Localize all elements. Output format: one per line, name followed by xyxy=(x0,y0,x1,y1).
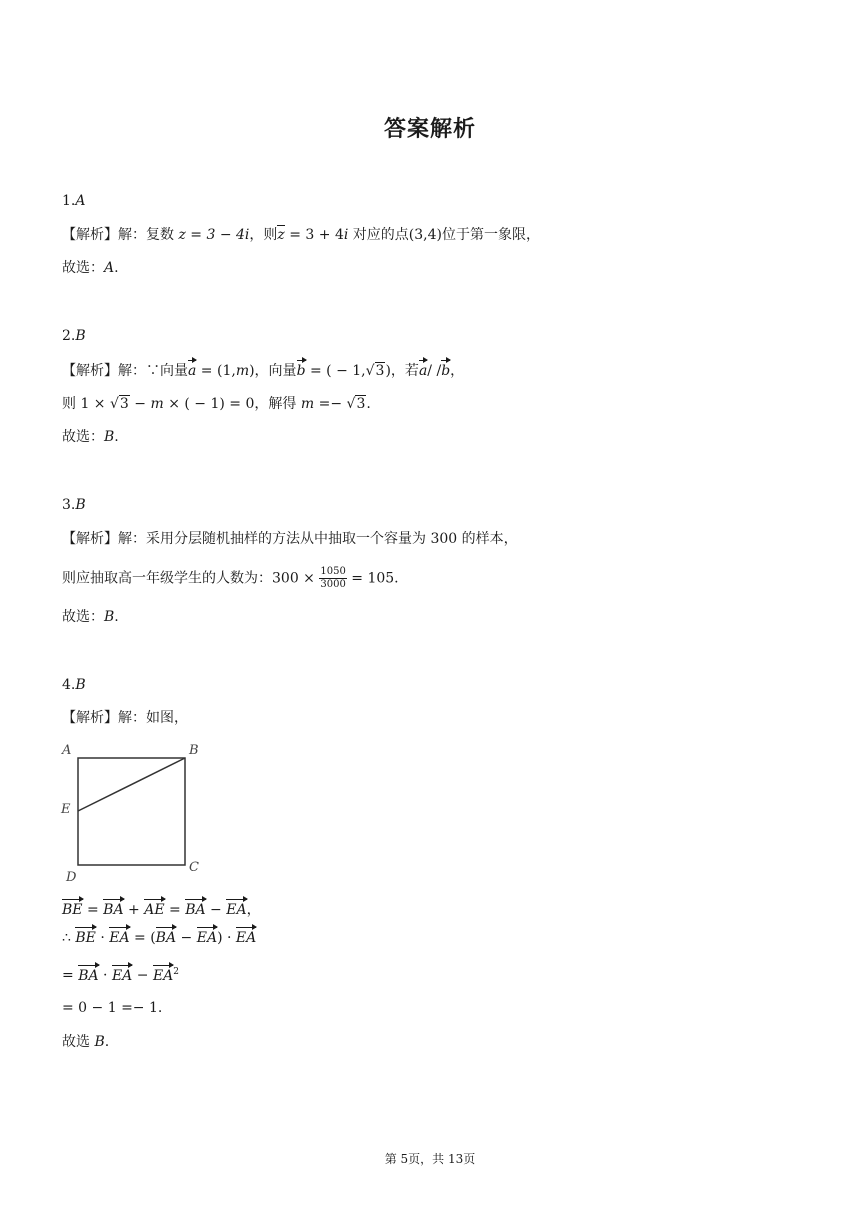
fraction-numerator: 1050 xyxy=(320,566,346,577)
q1-i: i xyxy=(343,227,349,243)
square-figure xyxy=(58,740,208,886)
q4-eq2 xyxy=(62,928,256,948)
q4-header xyxy=(62,675,86,695)
vector-ba: BA xyxy=(185,902,206,918)
sqrt-expr: √3 xyxy=(346,396,366,412)
q2-m: m xyxy=(300,396,315,412)
q4-text: = xyxy=(82,902,104,918)
sqrt-expr: √3 xyxy=(110,396,129,412)
q3-choice-prefix: 故选： xyxy=(62,609,104,625)
q4-text: − xyxy=(205,902,227,918)
segment-be xyxy=(78,758,185,811)
q2-text: )，向量 xyxy=(249,363,297,379)
q2-text: − xyxy=(129,396,151,412)
q1-choice-prefix: 故选： xyxy=(62,260,104,276)
q2-choice-suffix: . xyxy=(114,429,119,445)
vector-ea: EA xyxy=(196,930,218,946)
fraction xyxy=(319,566,346,591)
q3-solution-line1 xyxy=(62,529,518,549)
q4-eq4: = 0 − 1 =− 1. xyxy=(62,1000,163,1016)
q1-i: i xyxy=(244,227,250,243)
vector-a: a xyxy=(188,363,197,379)
q4-text: = xyxy=(164,902,186,918)
q2-label: 【解析】解： xyxy=(62,363,146,379)
q2-text: ∵向量 xyxy=(146,363,188,379)
q2-text: = ( − 1, xyxy=(305,363,366,379)
q2-text: ， xyxy=(450,363,465,379)
q4-text: · xyxy=(95,930,110,946)
sqrt-expr: √3 xyxy=(365,363,385,379)
q1-zbar-eq: = 3 + 4 xyxy=(284,227,344,243)
q4-text: 如图， xyxy=(146,710,188,726)
vector-ba: BA xyxy=(155,930,177,946)
vector-ea: EA xyxy=(235,930,257,946)
square-abcd xyxy=(78,758,185,865)
therefore-symbol: ∴ xyxy=(62,930,76,946)
q4-text: + xyxy=(123,902,145,918)
q1-z-eq: z = 3 − 4 xyxy=(178,227,245,243)
sqrt-radicand: 3 xyxy=(375,363,385,379)
vector-ea: EA xyxy=(226,902,247,918)
sqrt-radicand: 3 xyxy=(356,396,366,412)
q3-choice-letter: B xyxy=(104,609,115,625)
q4-label: 【解析】解： xyxy=(62,710,146,726)
q2-text: 则 1 × xyxy=(62,396,110,412)
q2-m: m xyxy=(150,396,164,412)
q2-solution-line1 xyxy=(62,361,464,381)
q3-answer: B xyxy=(75,497,86,513)
q1-text: 对应的点(3,4)位于第一象限， xyxy=(348,227,540,243)
vector-be: BE xyxy=(62,902,83,918)
label-d: D xyxy=(66,870,77,885)
q2-choice-letter: B xyxy=(104,429,115,445)
vector-ba: BA xyxy=(78,967,99,984)
q1-text: 复数 xyxy=(146,227,179,243)
q2-text: =− xyxy=(314,396,347,412)
label-b: B xyxy=(189,743,199,758)
q2-m: m xyxy=(235,363,250,379)
q3-header xyxy=(62,495,86,515)
q2-solution-line2 xyxy=(62,394,371,414)
label-c: C xyxy=(189,860,199,875)
q1-choice-suffix: . xyxy=(114,260,119,276)
q1-zbar: z xyxy=(277,227,285,243)
q4-eq1 xyxy=(62,900,261,920)
vector-ea: EA xyxy=(109,930,130,946)
q4-text: · xyxy=(98,967,112,984)
q4-text: = ( xyxy=(129,930,156,946)
q1-header xyxy=(62,191,85,211)
vector-be: BE xyxy=(75,930,96,946)
q4-number: 4. xyxy=(62,677,76,693)
parallel-symbol: / / xyxy=(427,363,442,379)
q4-answer: B xyxy=(75,677,86,693)
q4-text: = xyxy=(62,967,79,984)
label-a: A xyxy=(62,743,72,758)
label-e: E xyxy=(61,802,71,817)
vector-ea: EA xyxy=(152,967,174,984)
vector-ba: BA xyxy=(103,902,124,918)
fraction-denominator: 3000 xyxy=(320,579,346,590)
page-title: 答案解析 xyxy=(383,117,476,142)
q3-label: 【解析】解： xyxy=(62,531,146,547)
q2-text: = (1, xyxy=(196,363,236,379)
q4-text: ， xyxy=(246,902,261,918)
vector-b: b xyxy=(296,363,306,379)
q3-choice xyxy=(62,607,119,627)
q1-answer: A xyxy=(75,193,86,209)
q1-solution xyxy=(62,225,540,245)
q3-number: 3. xyxy=(62,497,76,513)
q2-number: 2. xyxy=(62,328,76,344)
q4-text: − xyxy=(176,930,197,946)
q2-header xyxy=(62,326,86,346)
vector-ae: AE xyxy=(144,902,165,918)
q4-choice xyxy=(62,1032,109,1052)
q3-choice-suffix: . xyxy=(114,609,119,625)
q4-text: − xyxy=(132,967,153,984)
q4-text: ) · xyxy=(217,930,236,946)
q3-text: 则应抽取高一年级学生的人数为：300 × xyxy=(62,570,320,587)
page-footer: 第 5页，共 13页 xyxy=(384,1152,476,1166)
q3-text: = 105. xyxy=(346,570,399,587)
exponent: 2 xyxy=(173,967,180,977)
q4-choice-letter: B xyxy=(94,1034,105,1050)
q4-choice-suffix: . xyxy=(104,1034,110,1050)
q4-choice-prefix: 故选 xyxy=(62,1034,95,1050)
q3-text: 采用分层随机抽样的方法从中抽取一个容量为 300 的样本， xyxy=(146,531,518,547)
q1-choice-letter: A xyxy=(104,260,115,276)
q4-eq3 xyxy=(62,962,179,986)
q2-text: × ( − 1) = 0，解得 xyxy=(163,396,301,412)
vector-a: a xyxy=(418,363,428,379)
q3-solution-line2 xyxy=(62,566,399,591)
q4-solution-intro xyxy=(62,708,188,728)
sqrt-radicand: 3 xyxy=(119,396,129,412)
q2-choice xyxy=(62,427,119,447)
q2-answer: B xyxy=(75,328,86,344)
vector-ea: EA xyxy=(111,967,133,984)
q1-choice xyxy=(62,258,119,278)
vector-b: b xyxy=(441,363,451,379)
q1-number: 1. xyxy=(62,193,76,209)
q2-choice-prefix: 故选： xyxy=(62,429,104,445)
q1-text: ，则 xyxy=(249,227,278,243)
q2-text: )，若 xyxy=(385,363,419,379)
q1-label: 【解析】解： xyxy=(62,227,146,243)
q2-text: . xyxy=(366,396,371,412)
